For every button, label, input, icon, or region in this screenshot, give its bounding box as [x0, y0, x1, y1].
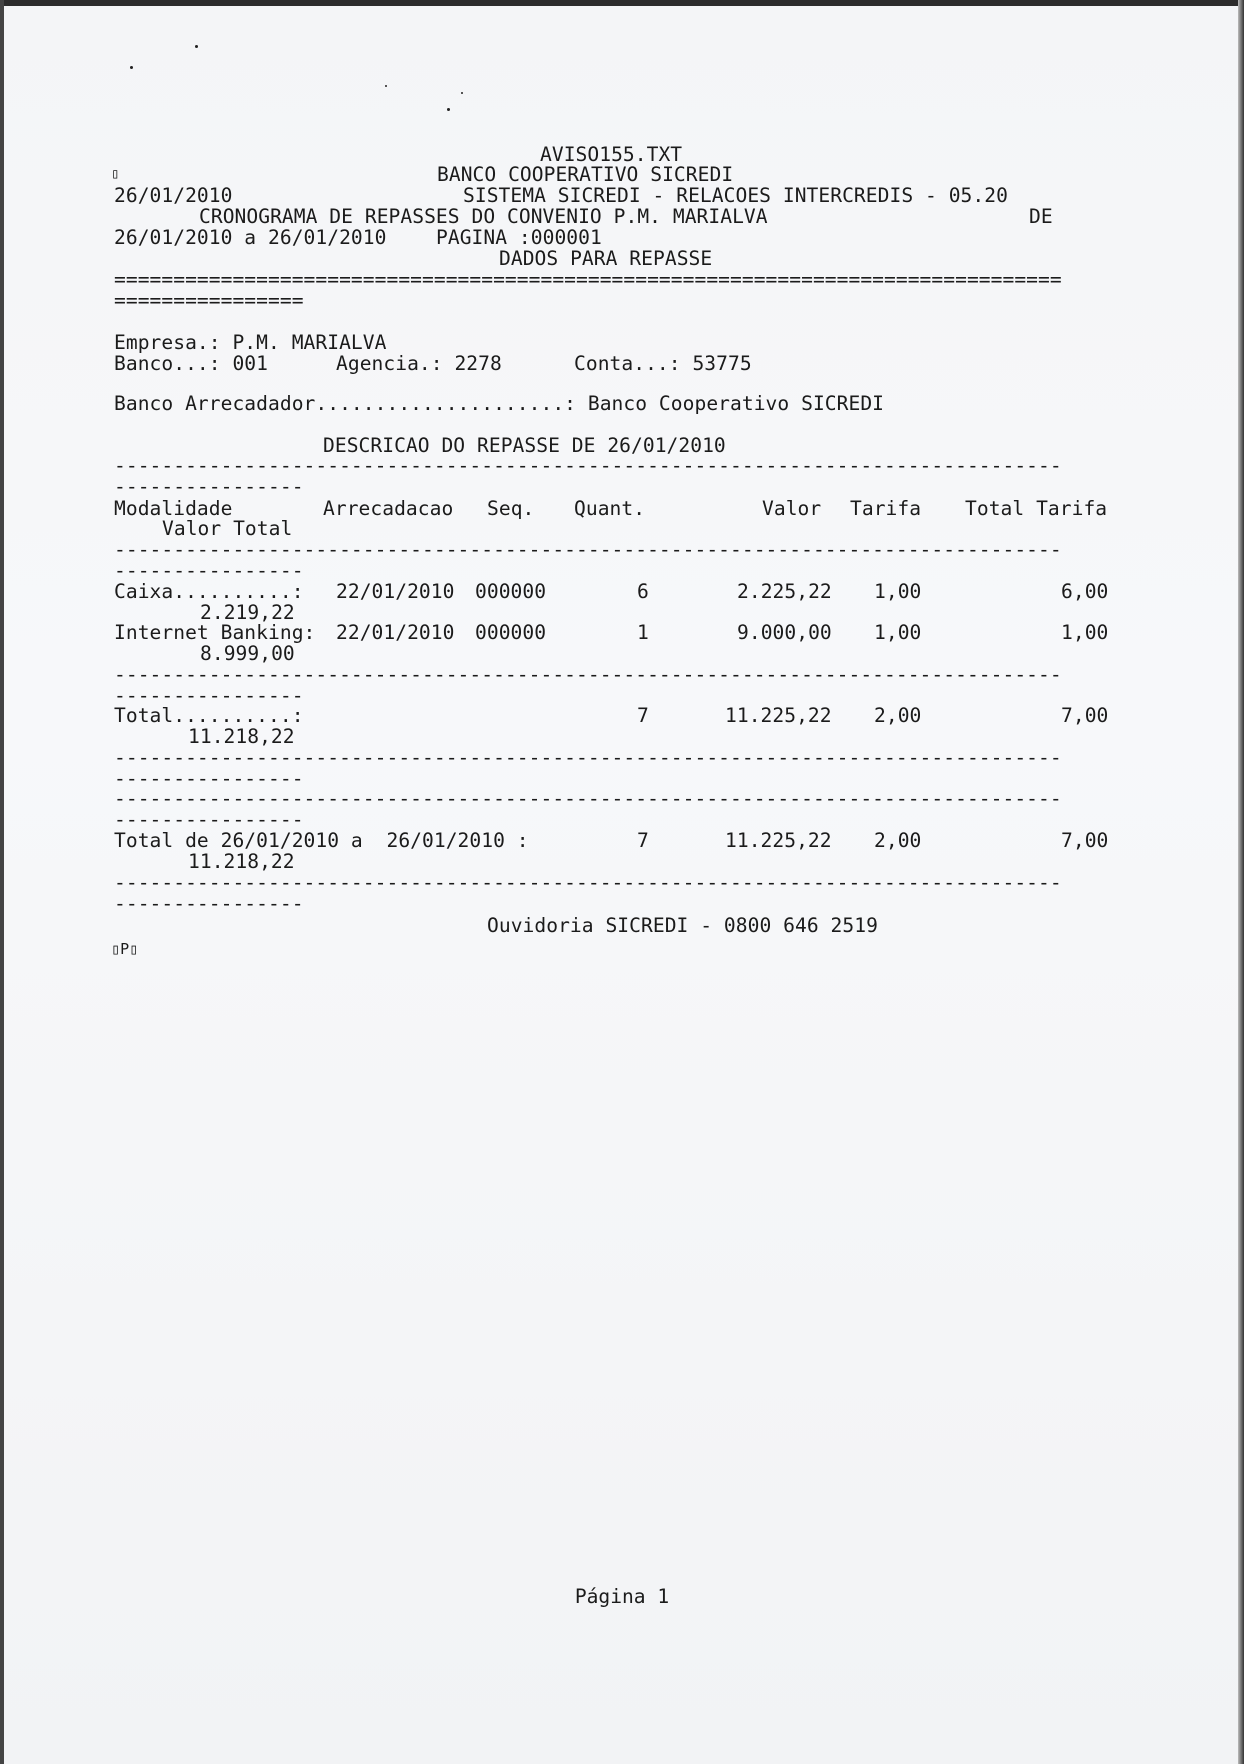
scan-edge-top [0, 0, 1244, 6]
repasse-title: DESCRICAO DO REPASSE DE 26/01/2010 [323, 434, 726, 457]
divider-equals: ================================================================================ [114, 268, 1062, 291]
filename: AVISO155.TXT [540, 143, 683, 166]
col-total-tarifa: Total Tarifa [965, 497, 1108, 520]
col-quant: Quant. [574, 497, 646, 520]
de-label: DE [1029, 205, 1053, 228]
row-seq: 000000 [475, 580, 547, 603]
total-tarifa: 2,00 [874, 704, 922, 727]
row-modalidade: Internet Banking: [114, 621, 316, 644]
row-arrecadacao: 22/01/2010 [336, 621, 455, 644]
divider-dash: ---------------- [114, 559, 304, 582]
divider-dash: -------------------------------------------------------------------------------- [114, 663, 1062, 686]
total-valor-total: 11.218,22 [188, 725, 295, 748]
col-arrecadacao: Arrecadacao [323, 497, 454, 520]
col-valor: Valor [762, 497, 822, 520]
ouvidoria-contact: Ouvidoria SICREDI - 0800 646 2519 [487, 914, 878, 937]
system-title: SISTEMA SICREDI - RELACOES INTERCREDIS - 05.20 [463, 184, 1008, 207]
divider-dash: ---------------- [114, 892, 304, 915]
col-seq: Seq. [487, 497, 535, 520]
divider-dash: -------------------------------------------------------------------------------- [114, 746, 1062, 769]
divider-dash: ---------------- [114, 767, 304, 790]
page-number: PAGINA :000001 [436, 226, 602, 249]
divider-dash: ---------------- [114, 684, 304, 707]
divider-dash: -------------------------------------------------------------------------------- [114, 787, 1062, 810]
scan-speck [195, 45, 198, 48]
marker-end: ▯P▯ [111, 940, 139, 958]
divider-dash: -------------------------------------------------------------------------------- [114, 454, 1062, 477]
bank-name: BANCO COOPERATIVO SICREDI [437, 163, 734, 186]
total-valor: 11.225,22 [725, 704, 832, 727]
divider-dash: -------------------------------------------------------------------------------- [114, 871, 1062, 894]
col-valor-total: Valor Total [162, 517, 293, 540]
divider-equals: ================ [114, 289, 304, 312]
row-modalidade: Caixa..........: [114, 580, 304, 603]
scan-speck [447, 108, 450, 111]
row-tarifa: 1,00 [874, 580, 922, 603]
grand-total-tarifa: 2,00 [874, 829, 922, 852]
scan-edge-right [1238, 0, 1244, 1764]
total-label: Total..........: [114, 704, 304, 727]
page-footer-label: Página 1 [574, 1585, 670, 1608]
divider-dash: ---------------- [114, 475, 304, 498]
row-seq: 000000 [475, 621, 547, 644]
grand-total-quant: 7 [637, 829, 649, 852]
row-tarifa: 1,00 [874, 621, 922, 644]
banco-arrecadador: Banco Arrecadador.....................: Banco Cooperativo SICREDI [114, 392, 885, 415]
grand-total-valor: 11.225,22 [725, 829, 832, 852]
agencia-field: Agencia.: 2278 [336, 352, 502, 375]
report-title: CRONOGRAMA DE REPASSES DO CONVENIO P.M. MARIALVA [199, 205, 768, 228]
row-total-tarifa: 6,00 [1061, 580, 1109, 603]
row-quant: 1 [637, 621, 649, 644]
total-quant: 7 [637, 704, 649, 727]
empresa-line: Empresa.: P.M. MARIALVA [114, 331, 387, 354]
row-valor-total: 8.999,00 [200, 642, 295, 665]
row-valor: 9.000,00 [737, 621, 832, 644]
scan-speck [385, 85, 387, 87]
banco-field: Banco...: 001 [114, 352, 269, 375]
marker-start: ▯ [111, 166, 120, 182]
total-total-tarifa: 7,00 [1061, 704, 1109, 727]
row-valor-total: 2.219,22 [200, 601, 295, 624]
col-modalidade: Modalidade [114, 497, 233, 520]
conta-field: Conta...: 53775 [574, 352, 752, 375]
col-tarifa: Tarifa [850, 497, 922, 520]
section-title: DADOS PARA REPASSE [499, 247, 713, 270]
grand-total-label: Total de 26/01/2010 a 26/01/2010 : [114, 829, 529, 852]
grand-total-valor-total: 11.218,22 [188, 850, 295, 873]
scan-speck [461, 92, 463, 94]
grand-total-total-tarifa: 7,00 [1061, 829, 1109, 852]
row-valor: 2.225,22 [737, 580, 832, 603]
row-arrecadacao: 22/01/2010 [336, 580, 455, 603]
divider-dash: ---------------- [114, 808, 304, 831]
row-total-tarifa: 1,00 [1061, 621, 1109, 644]
report-period: 26/01/2010 a 26/01/2010 [114, 226, 387, 249]
report-date: 26/01/2010 [114, 184, 233, 207]
row-quant: 6 [637, 580, 649, 603]
scan-edge-left [0, 0, 4, 1764]
scan-speck [130, 66, 133, 69]
divider-dash: -------------------------------------------------------------------------------- [114, 538, 1062, 561]
